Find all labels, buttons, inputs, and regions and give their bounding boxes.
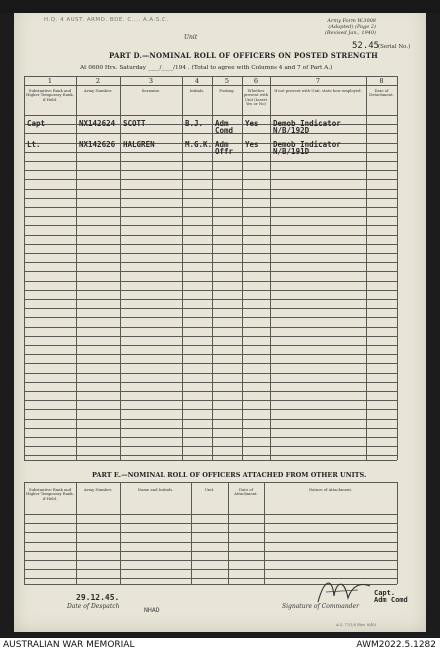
row-rule bbox=[24, 363, 397, 364]
row-rule bbox=[24, 281, 397, 282]
row-rule bbox=[24, 299, 397, 300]
column-header: Date of Attachment. bbox=[234, 487, 258, 497]
despatch-label: Date of Despatch bbox=[67, 603, 120, 610]
column-header: Army Number. bbox=[83, 88, 113, 93]
table-cell: B.J. bbox=[185, 119, 204, 128]
table-rule bbox=[24, 482, 397, 483]
column-header: Substantive Rank and Higher Temporary Rank, if Held. bbox=[26, 88, 74, 102]
table-cell: Capt bbox=[27, 119, 46, 128]
row-rule bbox=[24, 409, 397, 410]
table-cell: M.G.K. bbox=[185, 140, 213, 149]
column-number: 3 bbox=[148, 77, 154, 85]
row-rule bbox=[24, 523, 397, 524]
document-page bbox=[14, 4, 426, 632]
row-rule bbox=[24, 170, 397, 171]
printer-code: A.G. 77/1/8 (Rev. 8/40) bbox=[336, 623, 376, 627]
row-rule bbox=[24, 345, 397, 346]
table-cell: SCOTT bbox=[123, 119, 146, 128]
column-number: 4 bbox=[194, 77, 200, 85]
row-rule bbox=[24, 207, 397, 208]
archive-id: AWM2022.5.1282 bbox=[356, 640, 436, 650]
table-cell: Lt. bbox=[27, 140, 41, 149]
row-rule bbox=[24, 308, 397, 309]
table-rule bbox=[24, 85, 397, 86]
part-d-subtitle: At 0600 Hrs. Saturday ____/____/194 . (Total to agree with Columns 4 and 7 of Part A.) bbox=[80, 65, 333, 71]
signature-label: Signature of Commander bbox=[282, 603, 359, 610]
table-cell: NX142626 bbox=[79, 140, 116, 149]
column-header: Unit. bbox=[204, 487, 215, 492]
part-e-title: PART E.—NOMINAL ROLL OF OFFICERS ATTACHED FROM OTHER UNITS. bbox=[92, 471, 367, 479]
column-header: Substantive Rank and Higher Temporary Rank, if Held. bbox=[26, 487, 74, 501]
table-cell: Demob Indicator N/B/191D bbox=[273, 140, 341, 156]
rank-stamp: Capt. Adm Comd bbox=[374, 589, 408, 604]
column-number: 1 bbox=[47, 77, 53, 85]
form-ref-line: (Adapted) (Page 2) bbox=[328, 24, 376, 30]
table-rule bbox=[24, 460, 397, 461]
row-rule bbox=[24, 551, 397, 552]
row-rule bbox=[24, 179, 397, 180]
column-number: 7 bbox=[315, 77, 321, 85]
column-number: 6 bbox=[253, 77, 259, 85]
table-cell: Adm Comd bbox=[215, 119, 234, 135]
row-rule bbox=[24, 569, 397, 570]
row-rule bbox=[24, 189, 397, 190]
row-rule bbox=[24, 446, 397, 447]
row-rule bbox=[24, 382, 397, 383]
table-cell: Demob Indicator N/B/192D bbox=[273, 119, 341, 135]
serial-number: 52.45 bbox=[352, 41, 380, 51]
archive-footer bbox=[0, 638, 440, 653]
table-cell: Adm Offr bbox=[215, 140, 234, 156]
unit-stamp: H.Q. 4 AUST. ARMD. BDE. C.... A.A.S.C. bbox=[44, 17, 169, 23]
row-rule bbox=[24, 198, 397, 199]
table-cell: NX142624 bbox=[79, 119, 116, 128]
table-cell: Yes bbox=[245, 119, 259, 128]
row-rule bbox=[24, 354, 397, 355]
row-rule bbox=[24, 437, 397, 438]
despatch-date: 29.12.45. bbox=[76, 593, 120, 602]
column-header: Surname. bbox=[141, 88, 161, 93]
column-header: Posting. bbox=[219, 88, 235, 93]
table-column-rule bbox=[397, 482, 398, 584]
column-header: Initials. bbox=[189, 88, 205, 93]
row-rule bbox=[24, 373, 397, 374]
row-rule bbox=[24, 216, 397, 217]
row-rule bbox=[24, 428, 397, 429]
row-rule bbox=[24, 336, 397, 337]
table-rule bbox=[24, 115, 397, 116]
column-number: 2 bbox=[95, 77, 101, 85]
archive-name: AUSTRALIAN WAR MEMORIAL bbox=[3, 640, 135, 650]
row-rule bbox=[24, 391, 397, 392]
row-rule bbox=[24, 235, 397, 236]
table-column-rule bbox=[397, 76, 398, 460]
form-reference bbox=[286, 18, 376, 36]
row-rule bbox=[24, 253, 397, 254]
column-header: If not present with Unit, state how employed. bbox=[274, 88, 362, 93]
unit-label: Unit bbox=[184, 34, 198, 41]
part-d-title: PART D.—NOMINAL ROLL OF OFFICERS ON POSTED STRENGTH bbox=[109, 51, 378, 60]
row-rule bbox=[24, 560, 397, 561]
row-rule bbox=[24, 225, 397, 226]
row-rule bbox=[24, 532, 397, 533]
column-header: Date of Detachment. bbox=[369, 88, 394, 98]
table-rule bbox=[24, 514, 397, 515]
nhad-stamp: NHAD bbox=[144, 606, 160, 614]
row-rule bbox=[24, 161, 397, 162]
column-number: 5 bbox=[224, 77, 230, 85]
column-header: Army Number. bbox=[83, 487, 113, 492]
serial-label: (Serial No.) bbox=[378, 44, 411, 50]
column-header: Nature of Attachment. bbox=[308, 487, 353, 492]
table-cell: Yes bbox=[245, 140, 259, 149]
row-rule bbox=[24, 419, 397, 420]
row-rule bbox=[24, 317, 397, 318]
row-rule bbox=[24, 327, 397, 328]
column-header: Whether present with Unit (Insert Yes or No) bbox=[243, 88, 269, 107]
form-ref-line: (Revised Jan., 1940) bbox=[324, 30, 376, 36]
row-rule bbox=[24, 271, 397, 272]
row-rule bbox=[24, 244, 397, 245]
form-ref-line: Army Form W.3008 bbox=[327, 18, 376, 24]
table-cell: HALGREN bbox=[123, 140, 155, 149]
row-rule bbox=[24, 400, 397, 401]
scan-edge-top bbox=[0, 0, 440, 13]
row-rule bbox=[24, 455, 397, 456]
row-rule bbox=[24, 262, 397, 263]
column-header: Name and Initials. bbox=[137, 487, 174, 492]
row-rule bbox=[24, 542, 397, 543]
column-number: 8 bbox=[379, 77, 384, 85]
row-rule bbox=[24, 290, 397, 291]
